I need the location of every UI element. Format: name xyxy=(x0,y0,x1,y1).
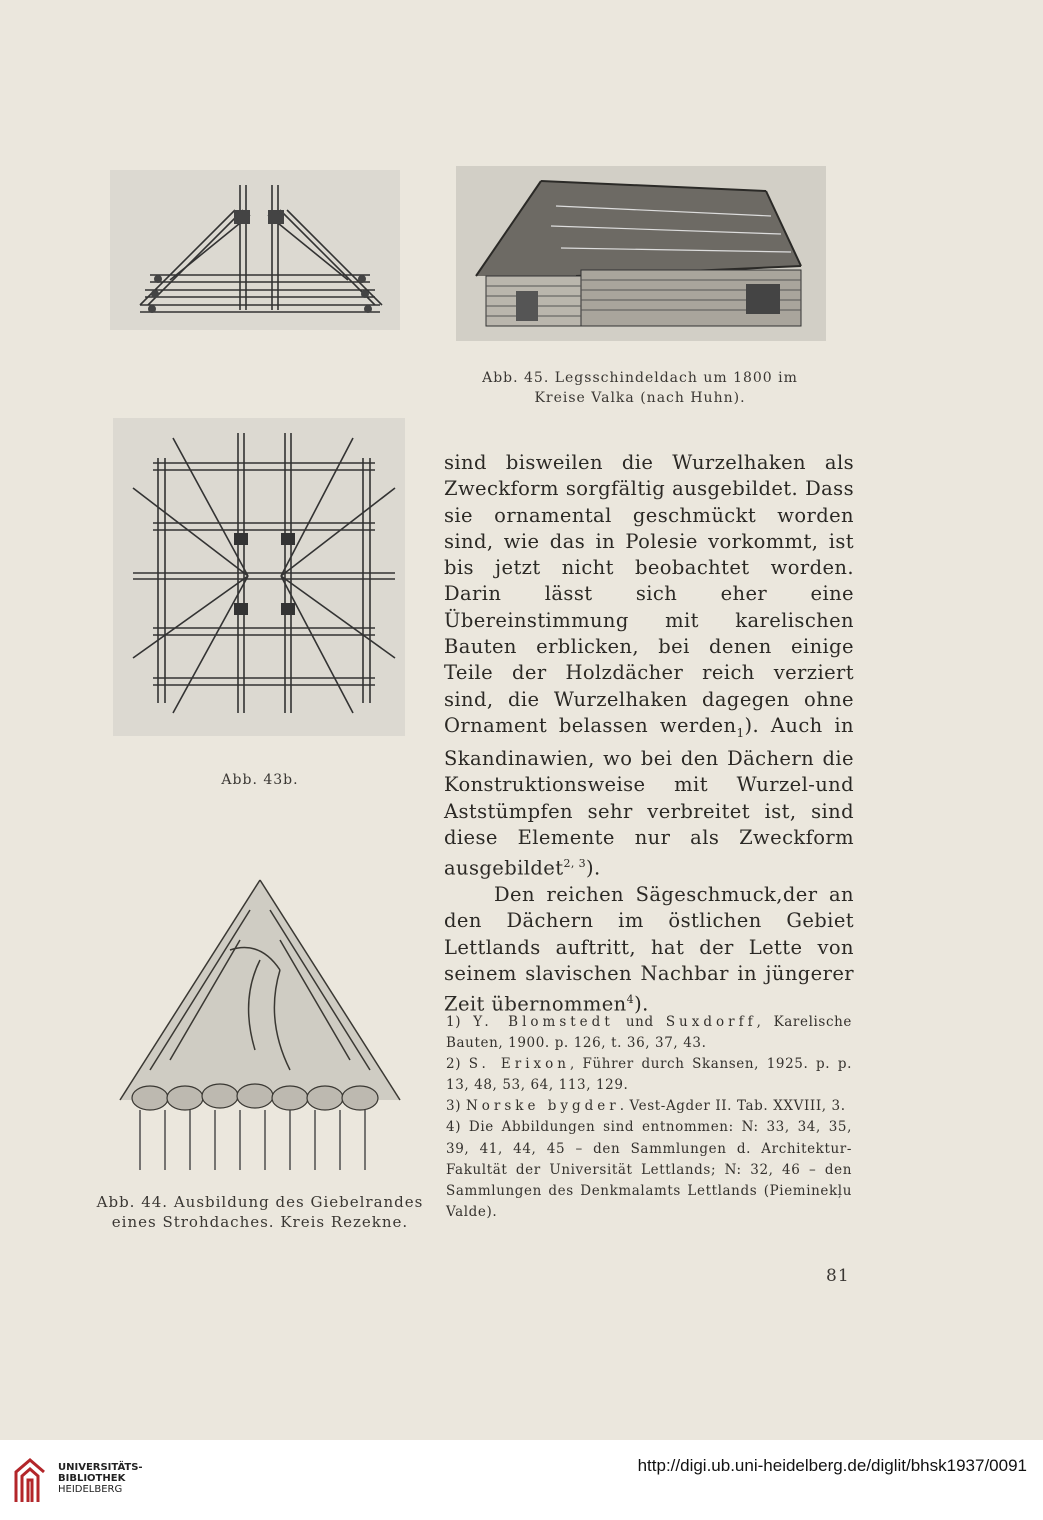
figure-45 xyxy=(456,166,826,341)
figure-45-caption-line1: Abb. 45. Legsschindeldach um 1800 im xyxy=(482,370,798,386)
footnote-2-marker: 2) xyxy=(446,1056,462,1073)
footnote-1-text: , Karelische Bauten, 1900. p. 126, t. 36, 37, 43. xyxy=(446,1014,852,1052)
paragraph-1-continuation: ). Auch in Skandinawien, wo bei den Dächern die Konstruktionsweise mit Wurzel-und Aststümpfen sehr verbreitet ist, sind diese Elemente nur als Zweckform ausgebildet xyxy=(444,713,854,880)
footnote-1-marker: 1) xyxy=(446,1014,462,1030)
paragraph-2-ref: 4 xyxy=(626,993,635,1007)
footnote-3 xyxy=(446,1096,852,1117)
body-text xyxy=(444,450,854,1018)
figure-43b-drawing xyxy=(113,418,405,736)
library-logo-icon xyxy=(12,1456,48,1506)
footnote-2-author: S. Erixon xyxy=(468,1056,570,1073)
paragraph-1-text: sind bisweilen die Wurzelhaken als Zweckform sorgfältig ausgebildet. Dass sie ornamental geschmückt worden sind, wie das in Polesie vorkommt, ist bis jetzt nicht beobachtet worden. Darin lässt sich eher eine Übereinstimmung mit karelischen Bauten erblicken, bei denen einige Teile der Holzdächer reich verziert sind, die Wurzelhaken dagegen ohne Ornament belassen werden xyxy=(444,451,854,737)
footnote-3-text: . Vest-Agder II. Tab. XXVIII, 3. xyxy=(619,1098,846,1115)
footnote-1-author2: Suxdorff xyxy=(665,1014,757,1030)
library-line2: BIBLIOTHEK xyxy=(58,1473,126,1484)
footnote-1 xyxy=(446,1012,852,1054)
page-number: 81 xyxy=(826,1266,850,1286)
paragraph-2 xyxy=(444,882,854,1018)
paragraph-1-ref2: 2, 3 xyxy=(563,857,587,871)
figure-45-caption-line2: Kreise Valka (nach Huhn). xyxy=(534,390,746,406)
footnote-4-marker: 4) xyxy=(446,1119,462,1136)
paragraph-1 xyxy=(444,450,854,882)
paragraph-2-text: Den reichen Sägeschmuck,der an den Dächern im östlichen Gebiet Lettlands auftritt, hat der Lette von seinem slavischen Nachbar in jüngerer Zeit übernommen xyxy=(444,883,854,1016)
footnotes xyxy=(446,1012,852,1223)
library-name xyxy=(58,1462,143,1495)
library-line1: UNIVERSITÄTS- xyxy=(58,1462,143,1473)
footnote-2-text: , Führer durch Skansen, 1925. p. p. 13, 48, 53, 64, 113, 129. xyxy=(446,1056,852,1094)
figure-44 xyxy=(110,870,410,1175)
footer-bar xyxy=(0,1440,1043,1520)
figure-43b-caption: Abb. 43b. xyxy=(221,772,299,788)
footnote-4-text: Die Abbildungen sind entnommen: N: 33, 34, 35, 39, 41, 44, 45 – den Sammlungen d. Architektur-Fakultät der Universität Lettlands; N: 32, 46 – den Sammlungen des Denkmalamts Lettlands (Pieminekļu Valde). xyxy=(446,1119,852,1220)
library-line3: HEIDELBERG xyxy=(58,1484,123,1495)
paragraph-1-end: ). xyxy=(586,856,601,880)
figure-43b xyxy=(113,418,405,736)
paragraph-1-ref1: 1 xyxy=(736,725,745,740)
figure-45-caption xyxy=(440,368,840,408)
figure-44-caption-line1: Abb. 44. Ausbildung des Giebelrandes xyxy=(96,1193,424,1211)
footnote-1-author: Y. Blomstedt xyxy=(473,1014,614,1030)
footnote-3-marker: 3) xyxy=(446,1098,462,1115)
figure-43a xyxy=(110,170,400,330)
paragraph-2-end: ). xyxy=(634,992,649,1016)
footnote-1-mid: und xyxy=(613,1014,666,1030)
figure-44-caption-line2: eines Strohdaches. Kreis Rezekne. xyxy=(111,1213,409,1231)
footnote-3-author: Norske bygder xyxy=(465,1098,620,1115)
figure-44-caption xyxy=(80,1192,440,1232)
figure-44-drawing xyxy=(110,870,410,1175)
figure-43a-drawing xyxy=(110,170,400,330)
figure-45-drawing xyxy=(456,166,826,341)
footnote-4 xyxy=(446,1117,852,1222)
footnote-2 xyxy=(446,1054,852,1096)
source-url-link[interactable]: http://digi.ub.uni-heidelberg.de/diglit/bhsk1937/0091 xyxy=(637,1456,1027,1475)
